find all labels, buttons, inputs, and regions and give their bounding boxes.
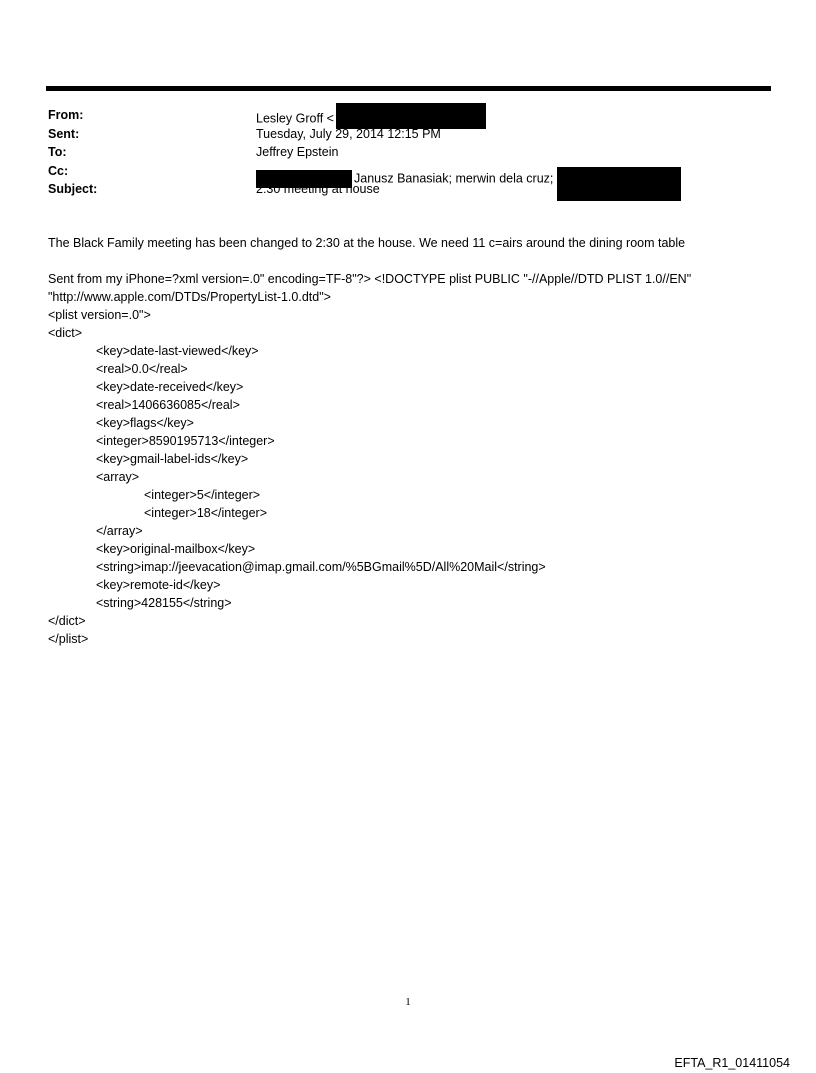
from-label: From: — [48, 108, 84, 122]
sent-value: Tuesday, July 29, 2014 12:15 PM — [256, 126, 441, 141]
plist-line: <string>428155</string> — [96, 596, 232, 610]
plist-line: <key>remote-id</key> — [96, 578, 221, 592]
plist-line: </array> — [96, 524, 143, 538]
dtd-line: "http://www.apple.com/DTDs/PropertyList-1.0.dtd"> — [48, 290, 331, 304]
cc-label: Cc: — [48, 163, 69, 178]
subject-label: Subject: — [48, 182, 98, 196]
header-rule — [46, 86, 771, 91]
cc-names: Janusz Banasiak; merwin dela cruz; — [354, 170, 554, 185]
plist-line: <integer>8590195713</integer> — [96, 434, 275, 448]
plist-line: <array> — [96, 470, 140, 484]
subject-row — [48, 180, 768, 199]
plist-line: <integer>18</integer> — [144, 506, 268, 520]
to-row — [48, 143, 768, 162]
plist-line: </plist> — [48, 632, 89, 646]
plist-line: <real>1406636085</real> — [96, 398, 240, 412]
to-label: To: — [48, 145, 67, 159]
plist-block — [48, 306, 778, 648]
paragraph-spacer — [48, 252, 778, 270]
sent-label: Sent: — [48, 126, 80, 141]
plist-line: <key>flags</key> — [96, 416, 194, 430]
plist-line: <integer>5</integer> — [144, 488, 261, 502]
plist-line: <key>date-received</key> — [96, 380, 244, 394]
plist-line: <plist version=.0"> — [48, 308, 151, 322]
plist-line: <key>gmail-label-ids</key> — [96, 452, 249, 466]
sent-row — [48, 125, 768, 144]
cc-row — [48, 162, 768, 185]
plist-line: <dict> — [48, 326, 83, 340]
to-value: Jeffrey Epstein — [256, 145, 339, 159]
email-body — [48, 234, 778, 648]
plist-line: <real>0.0</real> — [96, 362, 188, 376]
plist-line: <key>original-mailbox</key> — [96, 542, 256, 556]
plist-line: <key>date-last-viewed</key> — [96, 344, 259, 358]
plist-line: </dict> — [48, 614, 86, 628]
plist-line: <string>imap://jeevacation@imap.gmail.com/%5BGmail%5D/All%20Mail</string> — [96, 560, 546, 574]
message-text: The Black Family meeting has been changed to 2:30 at the house. We need 11 c=airs around the dining room table — [48, 236, 686, 250]
email-header — [48, 106, 768, 199]
subject-value: 2:30 meeting at house — [256, 182, 380, 196]
from-name: Lesley Groff < — [256, 111, 334, 126]
sent-from-line: Sent from my iPhone=?xml version=.0" encoding=TF-8"?> <!DOCTYPE plist PUBLIC "-//Apple//DTD PLIST 1.0//EN" — [48, 272, 692, 286]
from-row — [48, 106, 768, 125]
bates-number: EFTA_R1_01411054 — [674, 1056, 790, 1070]
page-number: 1 — [405, 996, 411, 1008]
